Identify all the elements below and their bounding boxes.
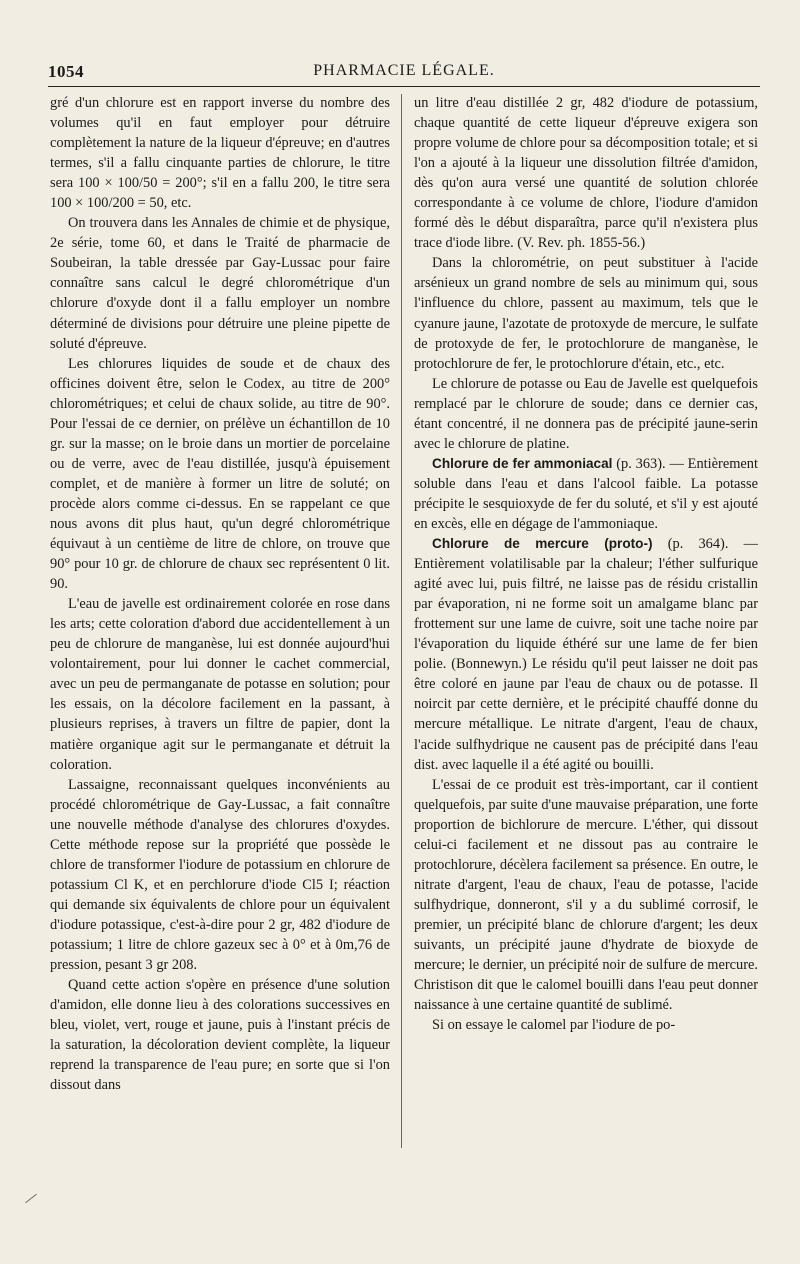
entry-text: (p. 364). — Entièrement volatilisable par la chaleur; l'éther sulfurique agité avec lui, puis filtré, ne laisse pas de résidu cristallin par évaporation, ni ne forme soit un amalgame blanc par frottement sur une lame de cuivre, soit une tache noire par l'évaporation du liquide éthéré sur une lame de fer bien polie. (Bonnewyn.) Le résidu qu'il peut laisser ne doit pas être coloré en jaune par l'eau de chaux ou de potasse. Il noircit par cette dernière, et le précipité chauffé donne du mercure métallique. Le nitrate d'argent, l'eau de chaux, l'acide sulfhydrique ne causent pas de précipité dans l'eau dist. avec laquelle il a été agité ou bouilli. <box>414 536 758 773</box>
running-title: PHARMACIE LÉGALE. <box>313 62 495 79</box>
stray-pen-mark <box>25 1194 37 1203</box>
paragraph: L'eau de javelle est ordinairement colorée en rose dans les arts; cette coloration d'abord due accidentellement à un peu de chlorure de manganèse, lui est donnée aujourd'hui volontairement, pour lui donner le cachet commercial, avec un peu de permanganate de potasse en solution; pour les essais, on la décolore facilement en la passant, à plusieurs reprises, à travers un filtre de papier, dont la matière organique agit sur le permanganate et détruit la coloration. <box>50 596 390 773</box>
entry-chlorure-fer-ammoniacal <box>414 454 758 534</box>
paragraph: gré d'un chlorure est en rapport inverse du nombre des volumes qu'il en faut employer pour détruire complètement la nature de la liqueur d'épreuve; en d'autres termes, s'il a fallu cinquante parties de chlorure, le titre sera 100 × 100/50 = 200°; s'il en a fallu 200, le titre sera 100 × 100/200 = 50, etc. <box>50 95 390 212</box>
paragraph: L'essai de ce produit est très-important, car il contient quelquefois, par suite d'une mauvaise préparation, une forte proportion de bichlorure de mercure. L'éther, qui dissout celui-ci facilement et ne dissout pas au contraire le protochlorure, décèlera facilement sa présence. En outre, le nitrate d'argent, l'eau de chaux, l'eau de potasse, l'acide sulfhydrique, donneront, s'il y a du sublimé corrosif, le premier, un précipité blanc de chlorure d'argent; les deux suivants, un précipité jaune d'hydrate de bioxyde de mercure; le dernier, un précipité noir de sulfure de mercure. Christison dit que le calomel bouilli dans l'eau peut donner naissance à une certaine quantité de sublimé. <box>414 776 758 1014</box>
paragraph: Si on essaye le calomel par l'iodure de po- <box>432 1017 676 1034</box>
paragraph: Les chlorures liquides de soude et de chaux des officines doivent être, selon le Codex, au titre de 200° chlorométriques; et celui de chaux solide, au titre de 90°. Pour l'essai de ce dernier, on prélève un échantillon de 10 gr. sur la masse; on le broie dans un mortier de porcelaine ou de verre, avec de l'eau distillée, jusqu'à épuisement complet, et de manière à former un litre de soluté; on procède alors comme ci-dessus. En se rappelant ce que nous avons dit plus haut, qu'un degré chlorométrique équivaut à un centième de litre de chlore, on trouve que 90° pour 10 gr. de chlorure de chaux sec représentent 0 lit. 90. <box>50 355 390 593</box>
header-rule <box>48 86 760 87</box>
paragraph: On trouvera dans les Annales de chimie et de physique, 2e série, tome 60, et dans le Traité de pharmacie de Soubeiran, la table dressée par Gay-Lussac pour faire connaître sans calcul le degré chlorométrique d'un chlorure d'oxyde dont il a fallu employer un nombre déterminé de divisions pour détruire une pleine pipette de soluté d'épreuve. <box>50 215 390 352</box>
page-header <box>48 62 760 82</box>
entry-heading: Chlorure de fer ammoniacal <box>432 455 613 471</box>
column-divider <box>401 94 402 1148</box>
paragraph: Dans la chlorométrie, on peut substituer à l'acide arsénieux un grand nombre de sels au minimum qui, sous l'influence du chlore, passent au maximum, tels que le cyanure jaune, l'azotate de protoxyde de mercure, le sulfate de protoxyde de fer, le protochlorure de manganèse, le protochlorure de fer, le protochlorure d'étain, etc., etc. <box>414 255 758 372</box>
paragraph: un litre d'eau distillée 2 gr, 482 d'iodure de potassium, chaque quantité de cette liqueur d'épreuve exigera son propre volume de chlore pour sa décomposition totale; et si l'on a ajouté à la liqueur une dissolution filtrée d'amidon, dès qu'on aura versé une quantité de solution chlorée correspondante à ce volume de chlore, l'iodure d'amidon formé dès le début disparaîtra, parce qu'il n'existera plus trace d'iode libre. (V. Rev. ph. 1855-56.) <box>414 95 758 252</box>
paragraph: Quand cette action s'opère en présence d'une solution d'amidon, elle donne lieu à des colorations successives en bleu, violet, vert, rouge et jaune, puis à l'instant précis de la saturation, la décoloration devient complète, la liqueur reprend la transparence de l'eau pure; en sorte que si l'on dissout dans <box>50 977 390 1094</box>
left-column <box>50 93 390 1233</box>
paragraph: Le chlorure de potasse ou Eau de Javelle est quelquefois remplacé par le chlorure de soude; dans ce dernier cas, étant concentré, il ne donnera pas de précipité jaune-serin avec le chlorure de platine. <box>414 375 758 452</box>
right-column <box>414 93 758 1233</box>
entry-text: (p. 363). — Entièrement soluble dans l'eau et dans l'alcool faible. La potasse précipite le sesquioxyde de fer du soluté, et s'il y est ajouté en excès, elle en dégage de l'ammoniaque. <box>414 455 758 532</box>
page-number: 1054 <box>48 62 84 81</box>
entry-heading: Chlorure de mercure (proto-) <box>432 536 653 552</box>
entry-chlorure-mercure <box>414 534 758 775</box>
paragraph: Lassaigne, reconnaissant quelques inconvénients au procédé chlorométrique de Gay-Lussac, a fait connaître une nouvelle méthode d'analyse des chlorures d'oxydes. Cette méthode repose sur la propriété que possède le chlore de transformer l'iodure de potassium en chlorure de potassium Cl K, et en perchlorure d'iode Cl5 I; réaction qui demande six équivalents de chlore pour un équivalent d'iodure potassique, c'est-à-dire pour 2 gr, 482 d'iodure de potassium; 1 litre de chlore gazeux sec à 0° et à 0m,76 de pression, pesant 3 gr 208. <box>50 776 390 974</box>
